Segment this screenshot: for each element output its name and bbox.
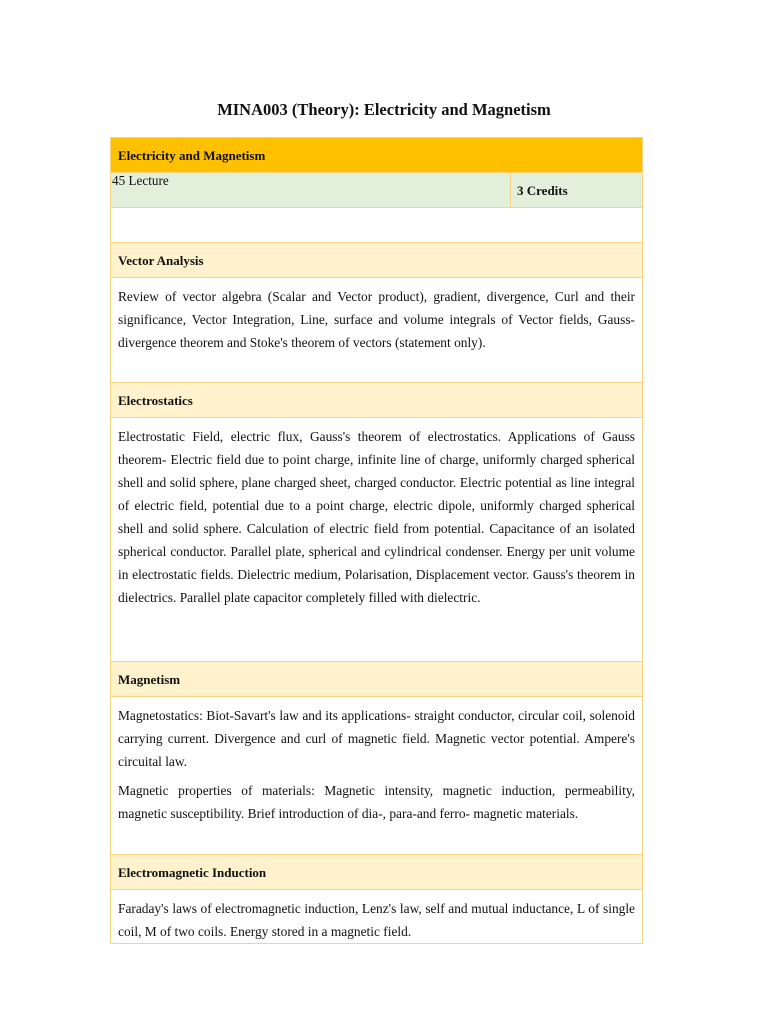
syllabus-table <box>110 137 643 944</box>
section-paragraph: Electrostatic Field, electric flux, Gauss's theorem of electrostatics. Applications of Gauss theorem- Electric field due to point charge, infinite line of charge, uniformly charged spherical shell and solid sphere, plane charged sheet, charged conductor. Electric potential as line integral of electric field, potential due to a point charge, electric dipole, uniformly charged spherical shell and solid sphere. Calculation of electric field from potential. Capacitance of an isolated spherical conductor. Parallel plate, spherical and cylindrical condenser. Energy per unit volume in electrostatic fields. Dielectric medium, Polarisation, Displacement vector. Gauss's theorem in dielectrics. Parallel plate capacitor completely filled with dielectric. <box>118 429 635 605</box>
course-name: Electricity and Magnetism <box>118 148 266 163</box>
section-body-magnetism <box>111 697 642 855</box>
course-name-row <box>111 138 642 173</box>
section-paragraph: Review of vector algebra (Scalar and Vector product), gradient, divergence, Curl and their significance, Vector Integration, Line, surface and volume integrals of Vector fields, Gauss-divergence theorem and Stoke's theorem of vectors (statement only). <box>118 289 635 350</box>
section-paragraph: Magnetic properties of materials: Magnetic intensity, magnetic induction, permeability, magnetic susceptibility. Brief introduction of dia-, para-and ferro- magnetic materials. <box>118 783 635 821</box>
section-paragraph: Magnetostatics: Biot-Savart's law and its applications- straight conductor, circular coil, solenoid carrying current. Divergence and curl of magnetic field. Magnetic vector potential. Ampere's circuital law. <box>118 708 635 769</box>
section-body-electromagnetic-induction <box>111 890 642 944</box>
blank-row <box>111 208 642 243</box>
section-heading-electrostatics <box>111 383 642 418</box>
section-heading-vector-analysis <box>111 243 642 278</box>
course-meta-row <box>111 173 642 208</box>
section-heading-text: Magnetism <box>118 672 181 687</box>
section-heading-electromagnetic-induction <box>111 855 642 890</box>
credit-count: 3 Credits <box>510 173 642 207</box>
section-heading-magnetism <box>111 662 642 697</box>
section-heading-text: Electromagnetic Induction <box>118 865 267 880</box>
lecture-count: 45 Lecture <box>112 173 169 188</box>
section-body-vector-analysis <box>111 278 642 383</box>
page-title: MINA003 (Theory): Electricity and Magnetism <box>217 100 551 119</box>
section-heading-text: Vector Analysis <box>118 253 204 268</box>
section-body-electrostatics <box>111 418 642 662</box>
section-paragraph: Faraday's laws of electromagnetic induction, Lenz's law, self and mutual inductance, L of single coil, M of two coils. Energy stored in a magnetic field. <box>118 901 635 939</box>
section-heading-text: Electrostatics <box>118 393 193 408</box>
